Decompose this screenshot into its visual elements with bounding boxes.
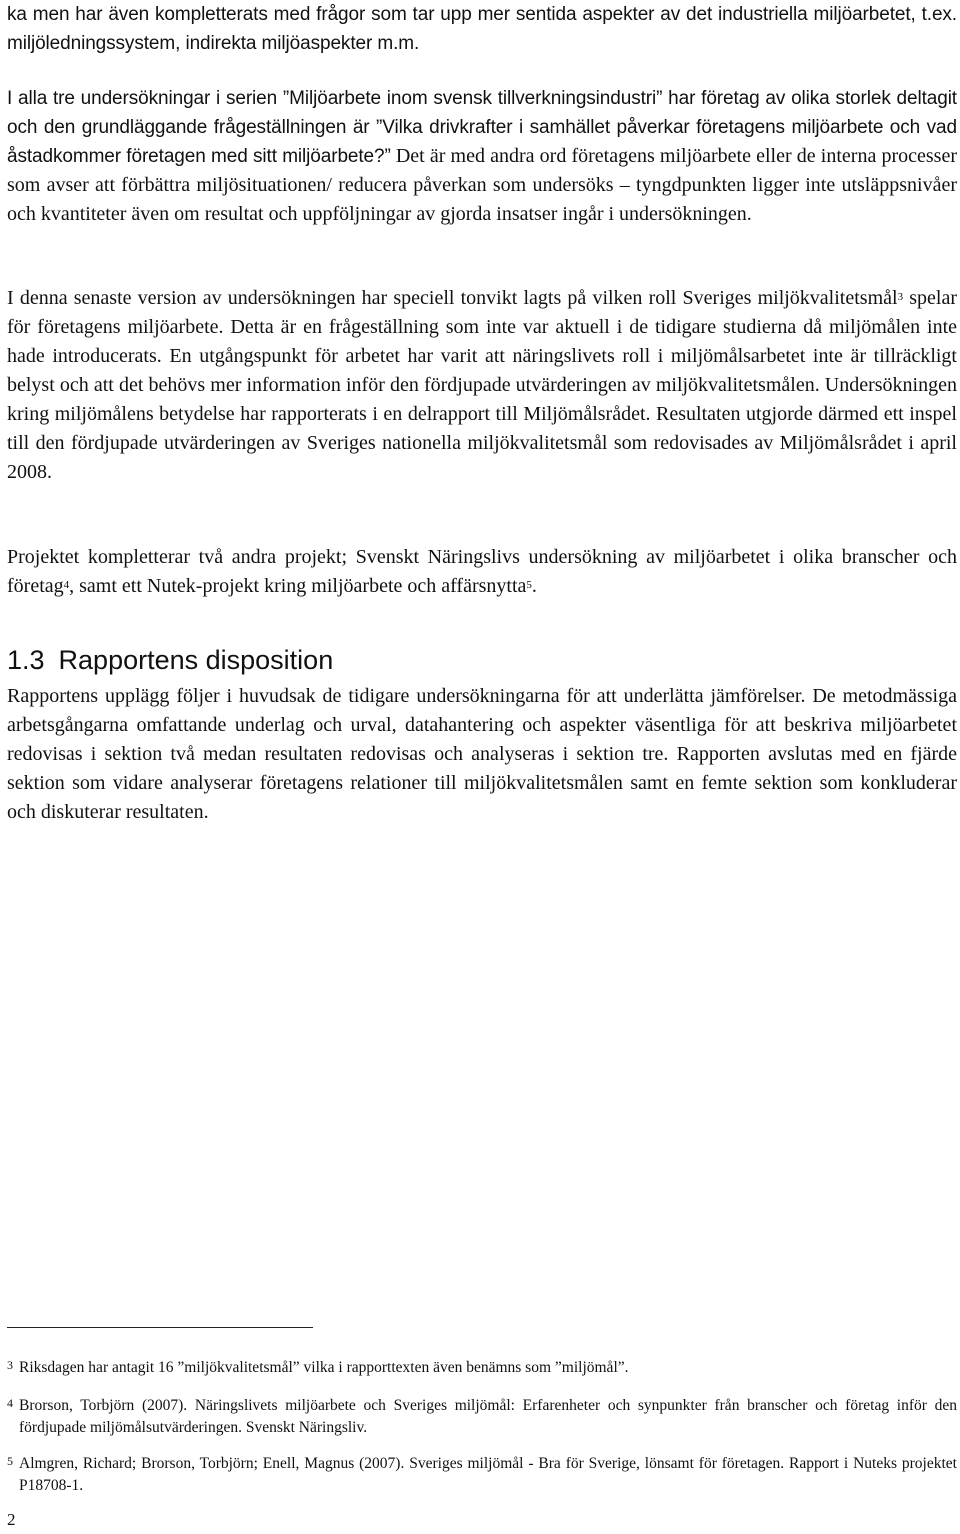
footnote-5 xyxy=(7,1453,957,1497)
footnote-ref-5[interactable]: 5 xyxy=(526,579,532,591)
paragraph-related-projects-start: Projektet kompletterar två andra projekt; Svenskt Näringslivs undersökning av miljöarbetet i olika branscher och företag xyxy=(7,546,957,597)
section-number: 1.3 xyxy=(7,645,45,675)
footnote-text: Riksdagen har antagit 16 ”miljökvalitetsmål” vilka i rapporttexten även benämns som ”miljömål”. xyxy=(19,1359,629,1376)
footnote-ref-4[interactable]: 4 xyxy=(63,579,70,591)
intro-paragraph: ka men har även kompletterats med frågor som tar upp mer sentida aspekter av det industriella miljöarbetet, t.ex. miljöledningssystem, indirekta miljöaspekter m.m. xyxy=(7,4,957,54)
footnote-divider xyxy=(7,1327,313,1328)
paragraph-environmental-goals-end: spelar för företagens miljöarbete. Detta är en frågeställning som inte var aktuell i de tidigare studierna då miljömålen inte hade introducerats. En utgångspunkt för arbetet har varit att näringslivets roll i miljömålsarbetet inte är tillräckligt belyst och att det behövs mer information inför den fördjupade utvärderingen av miljökvalitetsmålen. Undersökningen kring miljömålens betydelse har rapporterats i en delrapport till Miljömålsrådet. Resultaten utgjorde därmed ett inspel till den fördjupade utvärderingen av Sveriges nationella miljökvalitetsmål som redovisades av Miljömålsrådet i april 2008. xyxy=(7,287,957,483)
page-number: 2 xyxy=(7,1510,16,1529)
paragraph-environmental-goals xyxy=(7,284,957,487)
paragraph-survey-series-question: I alla tre undersökningar i serien ”Miljöarbete inom svensk tillverkningsindustri” har företag av olika storlek deltagit och den grundläggande frågeställningen är ”Vilka drivkrafter i samhället påverkar företagens miljöarbete och vad åstadkommer företagen med sitt miljöarbete?” xyxy=(7,88,957,167)
footnote-ref-3[interactable]: 3 xyxy=(897,291,904,303)
footnote-mark: 5 xyxy=(7,1454,13,1468)
paragraph-survey-series-body: Det är med andra ord företagens miljöarbete eller de interna processer som avser att förbättra miljösituationen/ reducera påverkan som undersöks – tyngdpunkten ligger inte utsläppsnivåer och kvantiteter även om resultat och uppföljningar av gjorda insatser ingår i undersökningen. xyxy=(7,145,957,225)
footnote-mark: 3 xyxy=(7,1358,13,1372)
paragraph-environmental-goals-start: I denna senaste version av undersökningen har speciell tonvikt lagts på vilken roll Sveriges miljökvalitetsmål xyxy=(7,287,898,309)
footnote-mark: 4 xyxy=(7,1396,13,1410)
paragraph-disposition: Rapportens upplägg följer i huvudsak de tidigare undersökningarna för att underlätta jämförelser. De metodmässiga arbetsgångarna omfattande underlag och urval, datahantering och aspekter väsentliga för att beskriva miljöarbetet redovisas i sektion två medan resultaten redovisas och analyseras i sektion tre. Rapporten avslutas med en fjärde sektion som vidare analyserar företagens relationer till miljökvalitetsmålen samt en femte sektion som konkluderar och diskuterar resultaten. xyxy=(7,685,957,823)
section-title: Rapportens disposition xyxy=(58,645,334,675)
paragraph-related-projects-end: . xyxy=(531,575,537,597)
footnote-4 xyxy=(7,1395,957,1439)
paragraph-related-projects xyxy=(7,543,957,601)
footnote-3 xyxy=(7,1357,957,1379)
footnote-text: Almgren, Richard; Brorson, Torbjörn; Enell, Magnus (2007). Sveriges miljömål - Bra för Sverige, lönsamt för företagen. Rapport i Nuteks projektet P18708-1. xyxy=(19,1455,957,1494)
footnote-text: Brorson, Torbjörn (2007). Näringslivets miljöarbete och Sveriges miljömål: Erfarenheter och synpunkter från branscher och företag inför den fördjupade miljömålsutvärderingen. Svenskt Näringsliv. xyxy=(19,1397,957,1436)
section-heading xyxy=(7,645,333,675)
paragraph-related-projects-middle: , samt ett Nutek-projekt kring miljöarbete och affärsnytta xyxy=(69,575,527,597)
paragraph-survey-series xyxy=(7,84,957,229)
